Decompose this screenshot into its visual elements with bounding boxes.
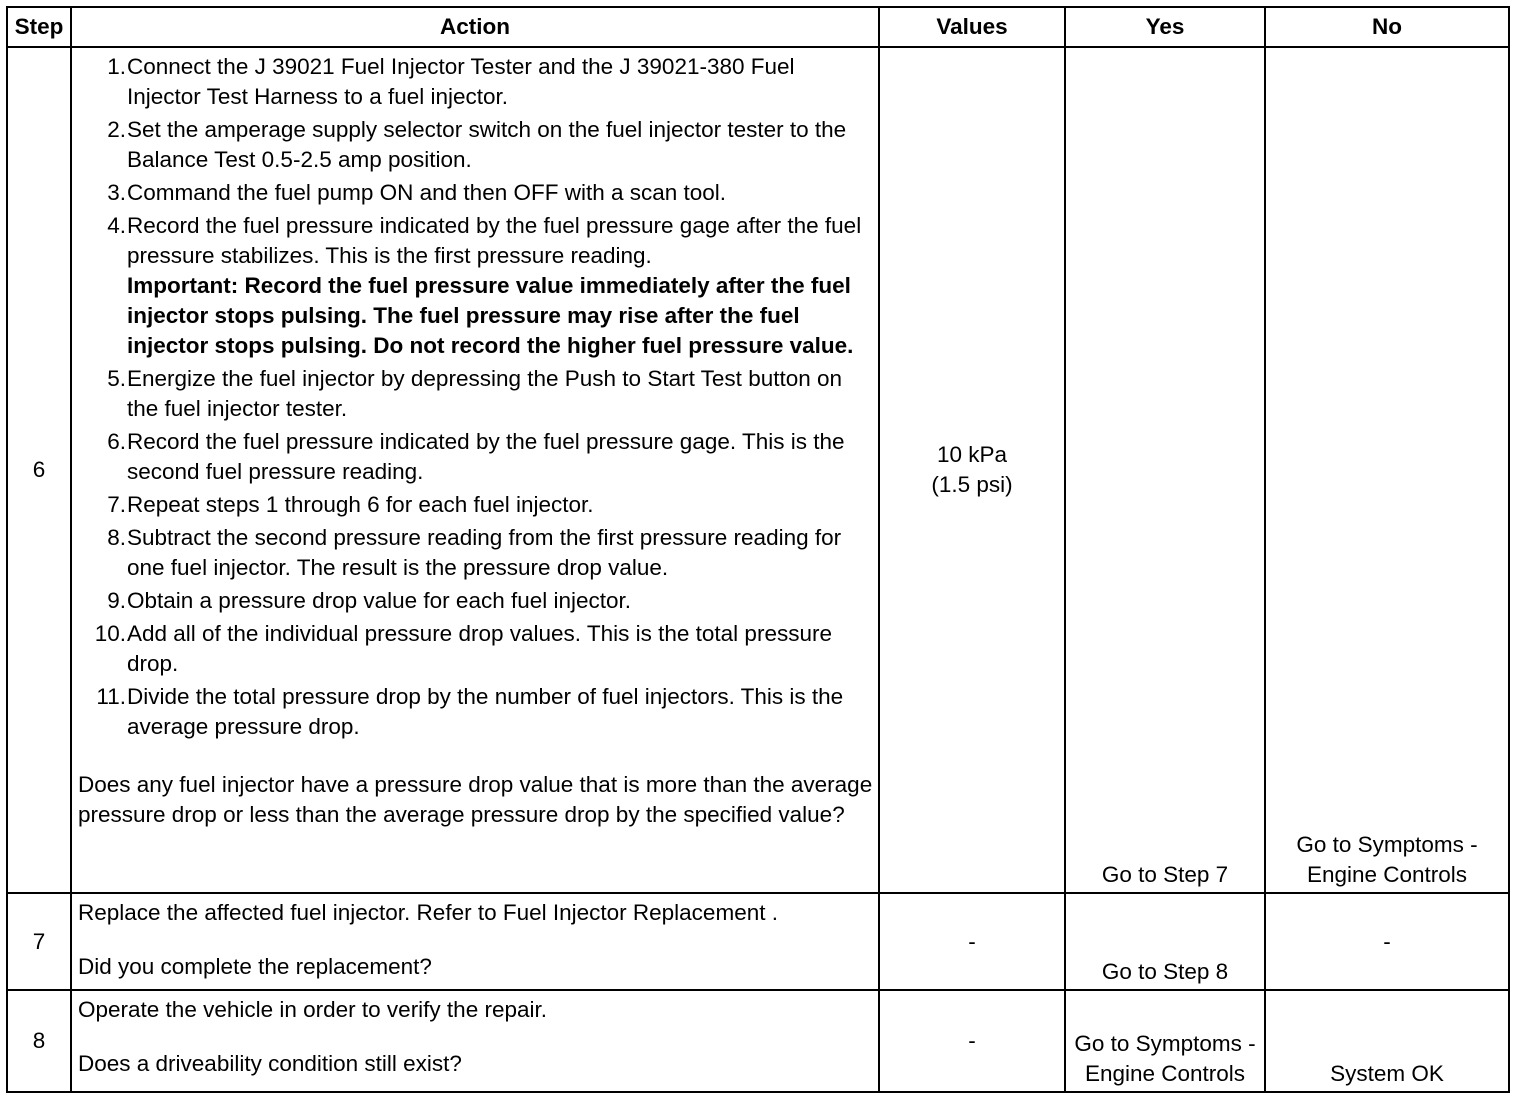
header-row — [7, 7, 1509, 47]
substep-text: Add all of the individual pressure drop values. This is the total pressure drop. — [127, 621, 832, 676]
header-step: Step — [7, 7, 71, 47]
values-cell — [879, 47, 1065, 893]
substep-text: Repeat steps 1 through 6 for each fuel injector. — [127, 492, 594, 517]
list-item — [78, 619, 874, 679]
value-kpa: 10 kPa — [936, 442, 1008, 467]
header-action: Action — [71, 7, 879, 47]
yes-cell: Go to Symptoms - Engine Controls — [1065, 990, 1265, 1092]
action-text: Replace the affected fuel injector. Refer to Fuel Injector Replacement . — [78, 900, 778, 925]
substep-number: 7. — [107, 492, 126, 517]
diagnostic-table — [6, 6, 1510, 1093]
substep-text: Connect the J 39021 Fuel Injector Tester and the J 39021-380 Fuel Injector Test Harness to a fuel injector. — [127, 54, 795, 109]
substep-number: 3. — [107, 180, 126, 205]
list-item — [78, 115, 874, 175]
substep-number: 9. — [107, 588, 126, 613]
list-item — [78, 523, 874, 583]
no-cell: System OK — [1265, 990, 1509, 1092]
list-item — [78, 586, 874, 616]
action-text: Operate the vehicle in order to verify the repair. — [78, 997, 547, 1022]
substep-number: 5. — [107, 366, 126, 391]
substep-text: Record the fuel pressure indicated by the fuel pressure gage after the fuel pressure stabilizes. This is the first pressure reading. — [127, 213, 862, 268]
substep-number: 1. — [107, 54, 126, 79]
header-no: No — [1265, 7, 1509, 47]
step-number: 8 — [7, 990, 71, 1092]
substep-text: Divide the total pressure drop by the number of fuel injectors. This is the average pressure drop. — [127, 684, 844, 739]
step-question: Does any fuel injector have a pressure drop value that is more than the average pressure drop or less than the average pressure drop by the specified value? — [78, 772, 873, 827]
yes-cell: Go to Step 7 — [1065, 47, 1265, 893]
substep-text: Record the fuel pressure indicated by the fuel pressure gage. This is the second fuel pressure reading. — [127, 429, 845, 484]
substep-list — [78, 52, 874, 742]
substep-number: 4. — [107, 213, 126, 238]
step-question: Did you complete the replacement? — [78, 954, 432, 979]
header-values: Values — [879, 7, 1065, 47]
substep-body — [127, 211, 874, 361]
action-cell — [71, 47, 879, 893]
table-row-step-6 — [7, 47, 1509, 893]
no-cell: Go to Symptoms - Engine Controls — [1265, 47, 1509, 893]
substep-number: 6. — [107, 429, 126, 454]
substep-text: Command the fuel pump ON and then OFF with a scan tool. — [127, 180, 727, 205]
substep-number: 2. — [107, 117, 126, 142]
list-item — [78, 211, 874, 361]
substep-text: Energize the fuel injector by depressing the Push to Start Test button on the fuel injector tester. — [127, 366, 843, 421]
substep-text: Set the amperage supply selector switch on the fuel injector tester to the Balance Test 0.5-2.5 amp position. — [127, 117, 847, 172]
action-cell — [71, 893, 879, 990]
list-item — [78, 490, 874, 520]
important-note: Important: Record the fuel pressure value immediately after the fuel injector stops pulsing. The fuel pressure may rise after the fuel injector stops pulsing. Do not record the higher fuel pressure value. — [127, 273, 854, 358]
substep-text: Subtract the second pressure reading from the first pressure reading for one fuel injector. The result is the pressure drop value. — [127, 525, 842, 580]
value-psi: (1.5 psi) — [931, 472, 1013, 497]
list-item — [78, 52, 874, 112]
list-item — [78, 682, 874, 742]
header-yes: Yes — [1065, 7, 1265, 47]
step-question: Does a driveability condition still exist? — [78, 1051, 462, 1076]
substep-number: 10. — [94, 621, 126, 646]
list-item — [78, 178, 874, 208]
values-cell: - — [879, 990, 1065, 1092]
table-row-step-7 — [7, 893, 1509, 990]
substep-text: Obtain a pressure drop value for each fuel injector. — [127, 588, 632, 613]
action-cell — [71, 990, 879, 1092]
table-row-step-8 — [7, 990, 1509, 1092]
step-number: 7 — [7, 893, 71, 990]
no-cell: - — [1265, 893, 1509, 990]
list-item — [78, 427, 874, 487]
yes-cell: Go to Step 8 — [1065, 893, 1265, 990]
step-number: 6 — [7, 47, 71, 893]
list-item — [78, 364, 874, 424]
substep-number: 11. — [96, 684, 126, 709]
values-cell: - — [879, 893, 1065, 990]
substep-number: 8. — [107, 525, 126, 550]
